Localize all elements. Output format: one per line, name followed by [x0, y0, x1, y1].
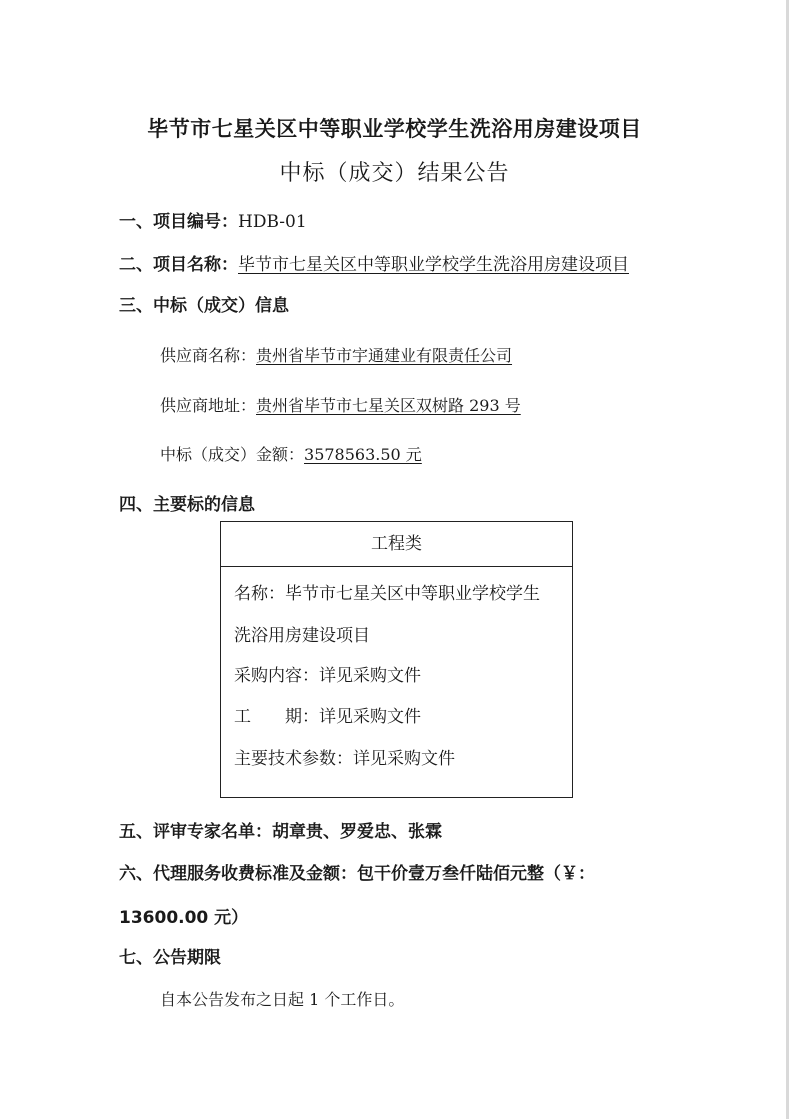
table-name-line2: 洗浴用房建设项目	[234, 626, 370, 646]
table-period: 工 期：详见采购文件	[234, 707, 421, 727]
table-params: 主要技术参数：详见采购文件	[234, 749, 455, 769]
project-number-value: HDB-01	[238, 212, 307, 232]
project-number-label: 一、项目编号：	[119, 212, 238, 232]
notice-period-text: 自本公告发布之日起 1 个工作日。	[160, 990, 405, 1009]
project-number-row	[119, 207, 307, 232]
supplier-address-row	[160, 393, 521, 416]
table-content: 采购内容：详见采购文件	[234, 666, 421, 686]
award-amount-value: 3578563.50 元	[304, 445, 422, 464]
supplier-name-row	[160, 343, 512, 366]
document-title: 毕节市七星关区中等职业学校学生洗浴用房建设项目	[147, 117, 642, 141]
project-name-value: 毕节市七星关区中等职业学校学生洗浴用房建设项目	[238, 255, 629, 275]
expert-list: 五、评审专家名单：胡章贵、罗爱忠、张霖	[119, 822, 442, 842]
award-amount-label: 中标（成交）金额：	[160, 445, 305, 464]
table-name-line1: 名称：毕节市七星关区中等职业学校学生	[234, 584, 540, 604]
subject-info-table	[220, 521, 573, 798]
supplier-name-value: 贵州省毕节市宇通建业有限责任公司	[256, 346, 513, 365]
agency-fee-line2: 13600.00 元）	[119, 908, 249, 928]
award-info-heading: 三、中标（成交）信息	[119, 296, 289, 316]
table-header-cell: 工程类	[221, 522, 572, 567]
award-amount-row	[160, 442, 422, 465]
agency-fee-line1: 六、代理服务收费标准及金额：包干价壹万叁仟陆佰元整（￥：	[119, 864, 595, 884]
supplier-address-value: 贵州省毕节市七星关区双树路 293 号	[256, 396, 521, 415]
notice-period-heading: 七、公告期限	[119, 948, 221, 968]
project-name-row	[119, 250, 629, 275]
subject-info-heading: 四、主要标的信息	[119, 495, 255, 515]
supplier-name-label: 供应商名称：	[160, 346, 257, 365]
project-name-label: 二、项目名称：	[119, 255, 238, 275]
document-subtitle: 中标（成交）结果公告	[279, 161, 510, 186]
supplier-address-label: 供应商地址：	[160, 396, 257, 415]
